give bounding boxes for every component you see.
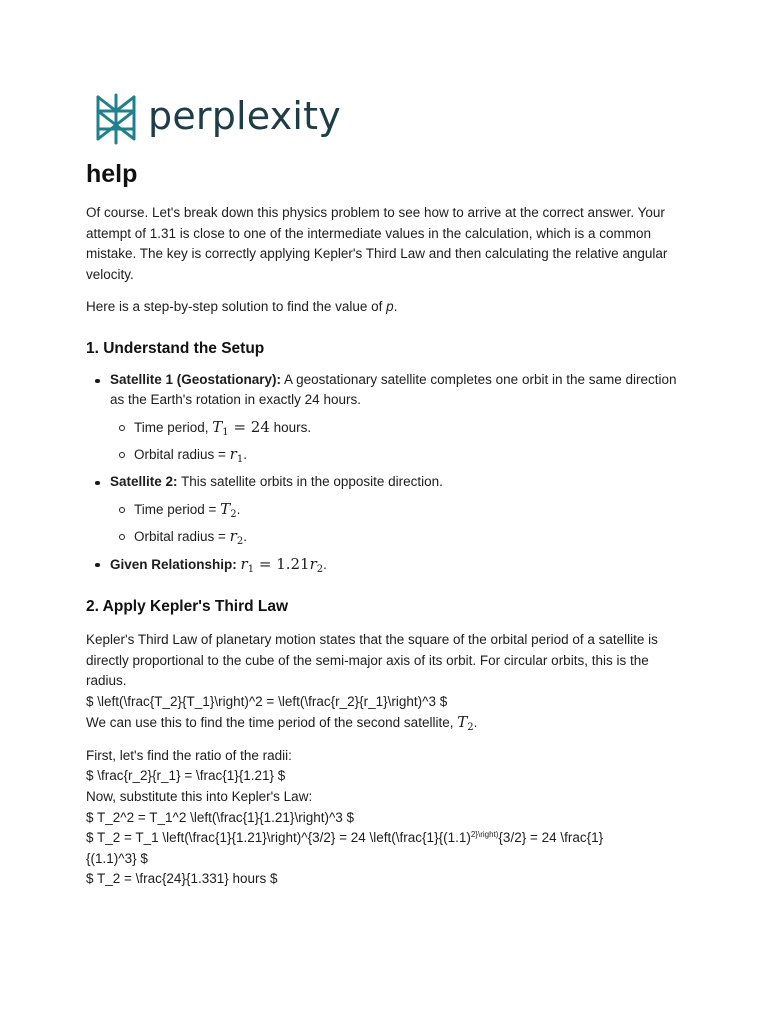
- text: .: [243, 529, 247, 545]
- list-item: [86, 472, 686, 548]
- text: {(1.1)^3} $: [86, 850, 148, 866]
- list-item: [86, 554, 686, 576]
- list-item: [110, 444, 686, 466]
- math-var: T: [457, 713, 468, 732]
- math-expression: [229, 445, 244, 466]
- sublist: [110, 417, 686, 466]
- list-item: [110, 526, 686, 548]
- intro-paragraph-2: [86, 297, 686, 318]
- brand-logo: [94, 93, 341, 145]
- kepler-paragraph: Kepler's Third Law of planetary motion states that the square of the orbital period of a satellite is directly proportional to the cube of the semi-major axis of its orbit. For circular orbits, this is the radius.: [86, 631, 658, 689]
- substitute-paragraph: Now, substitute this into Kepler's Law:: [86, 789, 313, 805]
- latex-line: $ \frac{r_2}{r_1} = \frac{1}{1.21} $: [86, 768, 286, 784]
- math-var: r: [229, 527, 237, 546]
- latex-line: $ \left(\frac{T_2}{T_1}\right)^2 = \left(\frac{r_2}{r_1}\right)^3 $: [86, 693, 448, 709]
- math-sub: 2: [230, 508, 237, 520]
- item-label: Satellite 1 (Geostationary):: [110, 371, 282, 387]
- list-item: [110, 417, 686, 439]
- math-var: r: [309, 554, 317, 573]
- text: {3/2} = 24 \frac{1}: [498, 830, 604, 846]
- math-sub: 2: [467, 722, 474, 734]
- section-heading-setup: 1. Understand the Setup: [86, 339, 265, 357]
- math-expression: [212, 418, 270, 436]
- math-sub: 1: [222, 426, 229, 438]
- latex-line: $ T_2 = \frac{24}{1.331} hours $: [86, 871, 278, 887]
- math-var: T: [212, 417, 223, 436]
- item-text: A geostationary satellite completes one orbit in the same direction as the Earth's rotation in exactly 24 hours.: [110, 371, 677, 408]
- latex-line: $ T_2^2 = T_1^2 \left(\frac{1}{1.21}\right)^3 $: [86, 809, 355, 825]
- text: Here is a step-by-step solution to find the value of: [86, 299, 387, 315]
- math-var: T: [220, 499, 231, 518]
- answer-body: [86, 203, 686, 890]
- item-label: Given Relationship:: [110, 556, 237, 572]
- math-var: r: [229, 445, 237, 464]
- math-sub: 1: [247, 563, 255, 575]
- math-eq: = 1.21: [254, 554, 310, 573]
- item-label: Satellite 2:: [110, 473, 178, 489]
- text: We can use this to find the time period of the second satellite,: [86, 715, 458, 731]
- math-expression: [229, 527, 244, 548]
- math-expression: [220, 500, 236, 518]
- sublist: [110, 499, 686, 548]
- text: Time period =: [134, 501, 221, 517]
- text: hours.: [269, 419, 312, 435]
- text: Orbital radius =: [134, 529, 230, 545]
- text: .: [393, 299, 398, 315]
- setup-list: [86, 370, 686, 576]
- text: .: [473, 715, 478, 731]
- text: .: [243, 447, 247, 463]
- math-var: p: [386, 299, 394, 315]
- page-title: help: [86, 160, 138, 188]
- section-heading-kepler: 2. Apply Kepler's Third Law: [86, 598, 289, 616]
- intro-paragraph: Of course. Let's break down this physics problem to see how to arrive at the correct answer. Your attempt of 1.31 is close to one of the intermediate values in the calculation, which is a common mistake. The key is correctly applying Kepler's Third Law and then calculating the relative angular velocity.: [86, 205, 668, 282]
- text: Orbital radius =: [134, 447, 230, 463]
- math-sub: 2: [236, 536, 244, 548]
- latex-line: [86, 828, 686, 869]
- text: $ T_2 = T_1 \left(\frac{1}{1.21}\right)^{3/2} = 24 \left(\frac{1}{(1.1): [86, 830, 471, 846]
- text: .: [236, 501, 241, 517]
- perplexity-logo-icon: [94, 93, 138, 145]
- math-eq: = 24: [228, 417, 270, 436]
- math-expression: [457, 713, 474, 734]
- item-text: This satellite orbits in the opposite direction.: [177, 473, 443, 489]
- math-sub: 1: [236, 454, 244, 466]
- list-item: [86, 370, 686, 466]
- math-sub: 2: [316, 563, 324, 575]
- ratio-paragraph: First, let's find the ratio of the radii:: [86, 747, 292, 763]
- text: .: [323, 556, 327, 572]
- superscript: 2}\right): [470, 830, 499, 840]
- math-expression: [241, 555, 324, 573]
- brand-name: perplexity: [148, 94, 341, 138]
- math-var: r: [240, 554, 248, 573]
- text: Time period,: [134, 419, 213, 435]
- list-item: [110, 499, 686, 521]
- kepler-paragraph-2: [86, 712, 686, 734]
